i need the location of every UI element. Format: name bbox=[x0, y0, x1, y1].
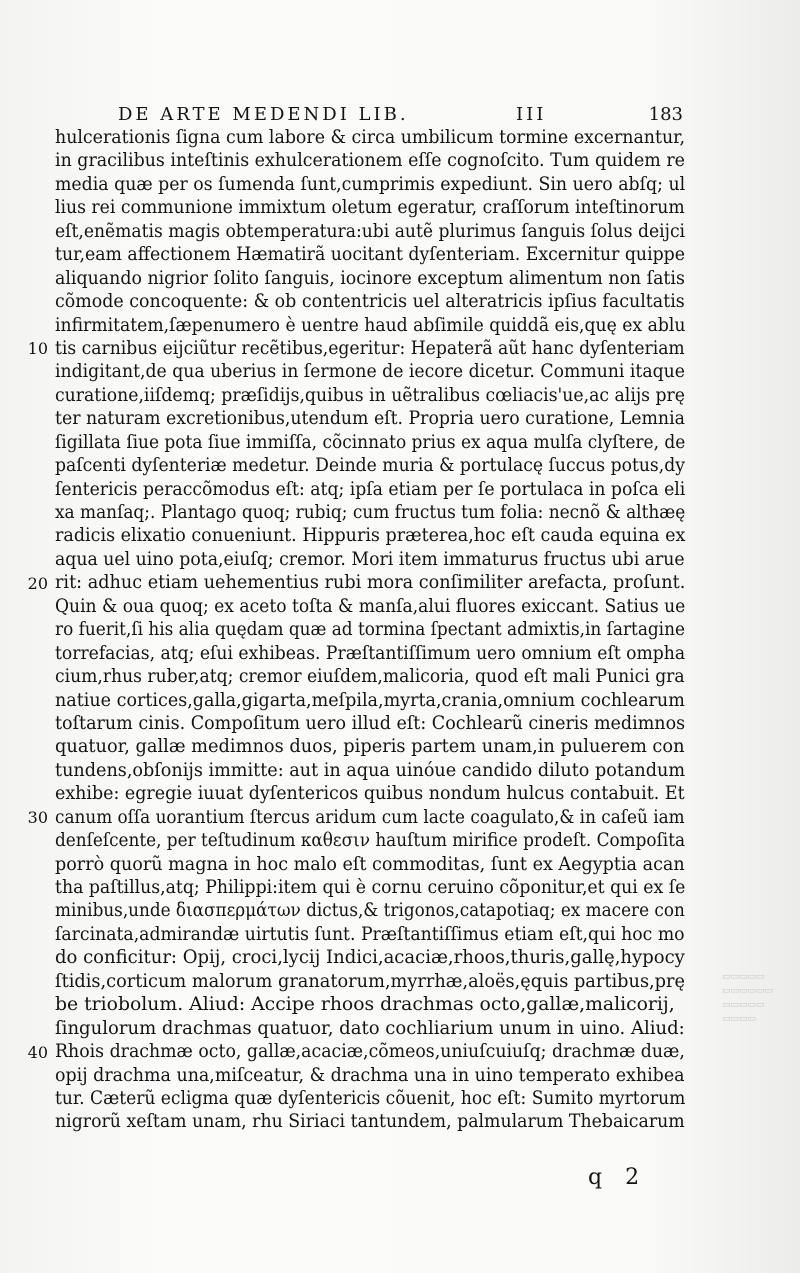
text-line: cõmode concoquente: & ob contentricis uel alteratricis ipſius facultatis bbox=[55, 291, 685, 313]
text-line: opij drachma una,miſceatur, & drachma una in uino temperato exhibea bbox=[55, 1064, 685, 1086]
text-line: be triobolum. Aliud: Accipe rhoos drachmas octo,gallæ,malicorij, bbox=[55, 994, 675, 1016]
running-title: DE ARTE MEDENDI LIB. bbox=[118, 104, 409, 125]
text-line: infirmitatem,ſæpenumero è uentre haud abſimile quiddã eis,quę ex ablu bbox=[55, 314, 686, 336]
text-line: nigrorũ xeſtam unam, rhu Siriaci tantundem, palmularum Thebaicarum bbox=[55, 1111, 685, 1133]
text-line: cium,rhus ruber,atq; cremor eiuſdem,malicoria, quod eſt mali Punici gra bbox=[55, 666, 685, 688]
text-line: Quin & oua quoq; ex aceto toſta & manſa,alui fluores exiccant. Satius ue bbox=[55, 595, 686, 617]
text-line: rit: adhuc etiam uehementius rubi mora conſimiliter arefacta, proſunt. bbox=[55, 572, 686, 594]
text-line: ter naturam excretionibus,utendum eſt. Propria uero curatione, Lemnia bbox=[55, 408, 685, 430]
text-line: tur. Cæterũ ecligma quæ dyſentericis cõuenit, hoc eſt: Sumito myrtorum bbox=[55, 1087, 686, 1109]
text-line: toſtarum cinis. Compoſitum uero illud eſt: Cochlearũ cineris medimnos bbox=[55, 712, 686, 734]
text-line: in gracilibus inteſtinis exhulcerationem eſſe cognoſcito. Tum quidem re bbox=[55, 150, 685, 172]
text-line: radicis elixatio conueniunt. Hippuris præterea,hoc eſt cauda equina ex bbox=[55, 525, 686, 547]
text-line: tis carnibus eijciũtur recẽtibus,egeritur: Hepaterã aũt hanc dyſenteriam bbox=[55, 337, 685, 359]
text-line: ro fuerit,ſi his alia quędam quæ ad tormina ſpectant admixtis,in ſartagine bbox=[55, 619, 685, 641]
signature-mark: q 2 bbox=[588, 1165, 648, 1190]
text-line: denſeſcente, per teſtudinum καθεσιν hauſtum mirifice prodeſt. Compoſita bbox=[55, 830, 686, 852]
margin-line-number: 10 bbox=[27, 339, 48, 359]
text-line: ſigillata ſiue pota ſiue immiſſa, cõcinnato prius ex aqua mulſa clyſtere, de bbox=[55, 431, 686, 453]
text-line: eſt,enẽmatis magis obtemperatura:ubi autẽ plurimus ſanguis ſolus deijci bbox=[55, 220, 686, 242]
margin-line-number: 20 bbox=[27, 573, 48, 593]
text-line: aliquando nigrior ſolito ſanguis, iocinore exceptum alimentum non ſatis bbox=[55, 267, 685, 289]
text-line: hulcerationis ſigna cum labore & circa umbilicum tormine excernantur, bbox=[55, 127, 686, 148]
text-line: indigitant,de qua uberius in ſermone de iecore dicetur. Communi itaque bbox=[55, 361, 686, 383]
text-line: tur,eam affectionem Hæmatirã uocitant dyſenteriam. Excernitur quippe bbox=[55, 244, 685, 266]
text-line: lius rei communione immixtum oletum egeratur, craſſorum inteſtinorum bbox=[55, 197, 685, 219]
text-line: ſarcinata,admirandæ uirtutis ſunt. Præſtantiſſimus etiam eſt,qui hoc mo bbox=[55, 923, 685, 945]
text-line: ſtidis,corticum malorum granatorum,myrrhæ,aloës,ęquis partibus,prę bbox=[55, 970, 686, 992]
text-line: exhibe: egregie iuuat dyſentericos quibus nondum hulcus contabuit. Et bbox=[55, 783, 685, 805]
text-line: canum oſſa uorantium ſtercus aridum cum lacte coagulato,& in caſeũ iam bbox=[55, 806, 685, 828]
text-line: ſingulorum drachmas quatuor, dato cochliarium unum in uino. Aliud: bbox=[55, 1017, 685, 1039]
text-line: media quæ per os ſumenda ſunt,cumprimis expediunt. Sin uero abſq; ul bbox=[55, 173, 686, 195]
text-line: torrefacias, atq; eſui exhibeas. Præſtantiſſimum uero omnium eſt ompha bbox=[55, 642, 686, 664]
text-line: ſentericis peraccõmodus eſt: atq; ipſa etiam per ſe portulaca in poſca eli bbox=[55, 478, 686, 500]
text-line: aqua uel uino pota,eiuſq; cremor. Mori item immaturus fructus ubi arue bbox=[55, 548, 685, 570]
bleed-through-shadow: ▭▭▭▭▭ ▭▭▭▭▭▭ ▭▭▭▭▭ ▭▭▭▭ bbox=[722, 972, 774, 1024]
main-text bbox=[27, 126, 686, 1134]
margin-line-number: 40 bbox=[27, 1042, 48, 1062]
page-number: 183 bbox=[648, 104, 683, 125]
text-line: natiue cortices,galla,gigarta,meſpila,myrta,crania,omnium cochlearum bbox=[55, 689, 685, 711]
text-line: xa manſaq;. Plantago quoq; rubiq; cum fructus tum folia: necnõ & althæę bbox=[55, 502, 686, 523]
text-line: porrò quorũ magna in hoc malo eſt commoditas, ſunt ex Aegyptia acan bbox=[55, 853, 685, 875]
text-line: quatuor, gallæ medimnos duos, piperis partem unam,in puluerem con bbox=[55, 736, 685, 758]
text-line: tundens,obſonijs immitte: aut in aqua uinóue candido diluto potandum bbox=[55, 759, 686, 781]
margin-line-number: 30 bbox=[27, 808, 48, 828]
text-line: do conficitur: Opij, croci,lycij Indici,acaciæ,rhoos,thuris,gallę,hypocy bbox=[55, 947, 685, 969]
book-number: III bbox=[516, 104, 547, 125]
text-line: tha paſtillus,atq; Philippi:item qui è cornu ceruino cõponitur,et qui ex ſe bbox=[55, 877, 686, 898]
text-line: Rhois drachmæ octo, gallæ,acaciæ,cõmeos,uniuſcuiuſq; drachmæ duæ, bbox=[55, 1041, 685, 1063]
running-header bbox=[118, 104, 683, 128]
text-line: paſcenti dyſenteriæ medetur. Deinde muria & portulacę ſuccus potus,dy bbox=[55, 455, 685, 477]
text-line: curatione,iiſdemq; præſidijs,quibus in uẽtralibus cœliacis'ue,ac alijs prę bbox=[55, 384, 686, 406]
text-line: minibus,unde διασπερμάτων dictus,& trigonos,catapotiaq; ex macere con bbox=[55, 900, 685, 922]
